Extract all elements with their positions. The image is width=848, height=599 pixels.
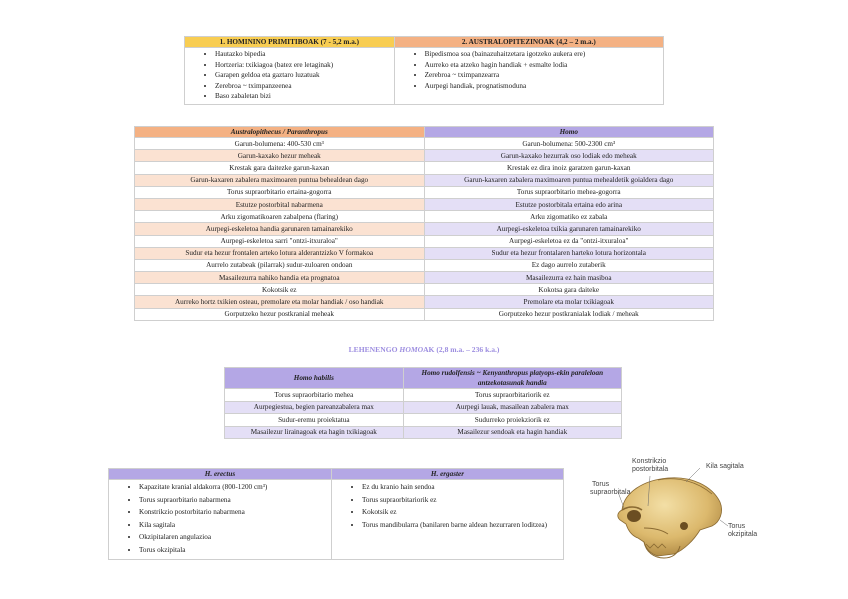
t4-header-erectus: H. erectus [109,469,332,480]
cell-australopithecus: Aurreko hortz txikien osteau, premolare eta molar handiak / oso handiak [135,296,425,308]
skull-ear-opening [680,522,688,530]
cell-rudolfensis: Masailezur sendoak eta hagin handiak [403,426,621,439]
cell-homo: Gorputzeko hezur postkranialak lodiak / meheak [424,308,714,320]
table-row [135,186,714,198]
list-item: • Baso zabaletan bizi [215,91,394,102]
table-row [135,272,714,284]
cell-homo: Estutze postorbitala ertaina edo arina [424,198,714,210]
heading-prefix: LEHENENGO [348,345,400,354]
list-item: • Garapen geldoa eta gaztaro luzatuak [215,70,394,81]
table-primitive-hominins [184,36,664,105]
cell-homo: Garun-kaxaren zabalera maximoaren puntua mehealdetik goialdera dago [424,174,714,186]
t4-header-ergaster: H. ergaster [331,469,563,480]
table-row [225,401,622,414]
list-item: • Torus okzipitala [139,544,331,557]
table-row [225,426,622,439]
t4-col-erectus [109,480,332,560]
list-item: • Aurpegi handiak, prognatismoduna [425,81,663,92]
list-item: • Zerebroa ~ tximpanzearra [425,70,663,81]
table-row [135,235,714,247]
pointer-occipital [720,520,728,526]
table-row [135,162,714,174]
t4-col-ergaster [331,480,563,560]
list-item: • Kapazitate kranial aldakorra (800-1200 cm³) [139,481,331,494]
t1-header-primitive: 1. HOMININO PRIMITIBOAK (7 - 5,2 m.a.) [185,37,395,48]
cell-homo: Masailezurra ez hain masiboa [424,272,714,284]
section-heading-first-homo [0,345,848,354]
t2-body [135,138,714,321]
list-item: • Torus mandibularra (banilaren barne aldean hezurraren loditzea) [362,519,563,532]
label-postorbital: Konstrikzio postorbitala [632,458,669,473]
cell-homo: Garun-kaxako hezurrak oso lodiak edo meheak [424,150,714,162]
label-occipital: Torus okzipitala [728,523,758,538]
skull-eye-orbit [627,510,641,522]
cell-homo: Krestak ez dira inoiz garatzen garun-kaxan [424,162,714,174]
table-australopithecus-vs-homo [134,126,714,321]
table-row [135,223,714,235]
cell-australopithecus: Aurrelo zutabeak (pilarrak) sudur-zuloaren ondoan [135,259,425,271]
t1-col-primitive [185,48,395,105]
list-item: • Konstrikzio postorbitario nabarmena [139,506,331,519]
cell-homo: Garun-bolumena: 500-2300 cm³ [424,138,714,150]
table-row [135,174,714,186]
list-item: • Zerebroa ~ tximpanzeenea [215,81,394,92]
list-item: • Torus supraorbitario nabarmena [139,494,331,507]
cell-australopithecus: Krestak gara daitezke garun-kaxan [135,162,425,174]
table-row [135,211,714,223]
pointer-sagittal [686,468,700,482]
table-row [135,296,714,308]
cell-rudolfensis: Aurpegi lauak, masailean zabalera max [403,401,621,414]
list-item: • Okzipitalaren angulazioa [139,531,331,544]
cell-homo: Ez dago aurrelo zutaberik [424,259,714,271]
cell-homo: Aurpegi-eskeletoa txikia garunaren tamainarekiko [424,223,714,235]
cell-homo: Aurpegi-eskeletoa ez da "ontzi-itxuraloa" [424,235,714,247]
t2-header-australopithecus: Australopithecus / Paranthropus [135,127,425,138]
cell-homo: Torus supraorbitario mehea-gogorra [424,186,714,198]
cell-australopithecus: Arku zigomatikoaren zabalpena (flaring) [135,211,425,223]
cell-australopithecus: Aurpegi-eskeletoa sarri "ontzi-itxuraloa" [135,235,425,247]
table-row [135,247,714,259]
list-item: • Kila sagitala [139,519,331,532]
list-item: • Ez du kranio hain sendoa [362,481,563,494]
cell-australopithecus: Garun-bolumena: 400-530 cm³ [135,138,425,150]
cell-australopithecus: Gorputzeko hezur postkranial meheak [135,308,425,320]
cell-habilis: Aurpegiestua, begien pareanzabalera max [225,401,404,414]
skull-illustration [588,456,768,562]
list-item: • Torus supraorbitariorik ez [362,494,563,507]
t1-col-australopithecines [394,48,663,105]
list-item: • Aurreko eta atzeko hagin handiak + esmalte lodia [425,60,663,71]
t3-header-habilis: Homo habilis [225,368,404,389]
cell-habilis: Sudur-eremu proiektatua [225,414,404,427]
cell-habilis: Masailezur lirainagoak eta hagin txikiagoak [225,426,404,439]
list-item: • Hautazko bipedia [215,49,394,60]
cell-homo: Sudur eta hezur frontalaren harteko lotura horizontala [424,247,714,259]
cell-rudolfensis: Sudurreko proiekziorik ez [403,414,621,427]
t2-header-homo: Homo [424,127,714,138]
table-row [225,414,622,427]
cell-homo: Arku zigomatiko ez zabala [424,211,714,223]
table-row [135,284,714,296]
cell-australopithecus: Sudur eta hezur frontalen arteko lotura alderantzizko V formakoa [135,247,425,259]
cell-homo: Premolare eta molar txikiagoak [424,296,714,308]
cell-australopithecus: Aurpegi-eskeletoa handia garunaren tamainarekiko [135,223,425,235]
heading-suffix: AK (2,8 m.a. – 236 k.a.) [423,345,500,354]
table-row [135,138,714,150]
heading-homo: HOMO [399,345,424,354]
table-row [225,389,622,402]
label-supraorbital: Torus supraorbitala [590,481,631,496]
t3-body [225,389,622,439]
label-sagittal-keel: Kila sagitala [706,463,744,470]
table-row [135,259,714,271]
list-item: • Kokotsik ez [362,506,563,519]
list-item: • Hortzeria: txikiagoa (batez ere letaginak) [215,60,394,71]
cell-australopithecus: Garun-kaxaren zabalera maximoaren puntua behealdean dago [135,174,425,186]
cell-australopithecus: Garun-kaxako hezur meheak [135,150,425,162]
cell-australopithecus: Estutze postorbital nabarmena [135,198,425,210]
t1-header-australopithecines: 2. AUSTRALOPITEZINOAK (4,2 – 2 m.a.) [394,37,663,48]
table-habilis-vs-rudolfensis [224,367,622,439]
cell-australopithecus: Masailezurra nahiko handia eta prognatoa [135,272,425,284]
cell-rudolfensis: Torus supraorbitariorik ez [403,389,621,402]
table-row [135,150,714,162]
cell-habilis: Torus supraorbitario mehea [225,389,404,402]
table-row [135,308,714,320]
cell-australopithecus: Torus supraorbitario ertaina-gogorra [135,186,425,198]
t3-header-rudolfensis: Homo rudolfensis ~ Kenyanthropus platyops-ekin paraleloan antzekotasunak handia [403,368,621,389]
list-item: • Bipedismoa soa (bainazuhaitzetara igotzeko aukera ere) [425,49,663,60]
cell-homo: Kokotsa gara daiteke [424,284,714,296]
cell-australopithecus: Kokotsik ez [135,284,425,296]
table-row [135,198,714,210]
table-erectus-vs-ergaster [108,468,564,560]
